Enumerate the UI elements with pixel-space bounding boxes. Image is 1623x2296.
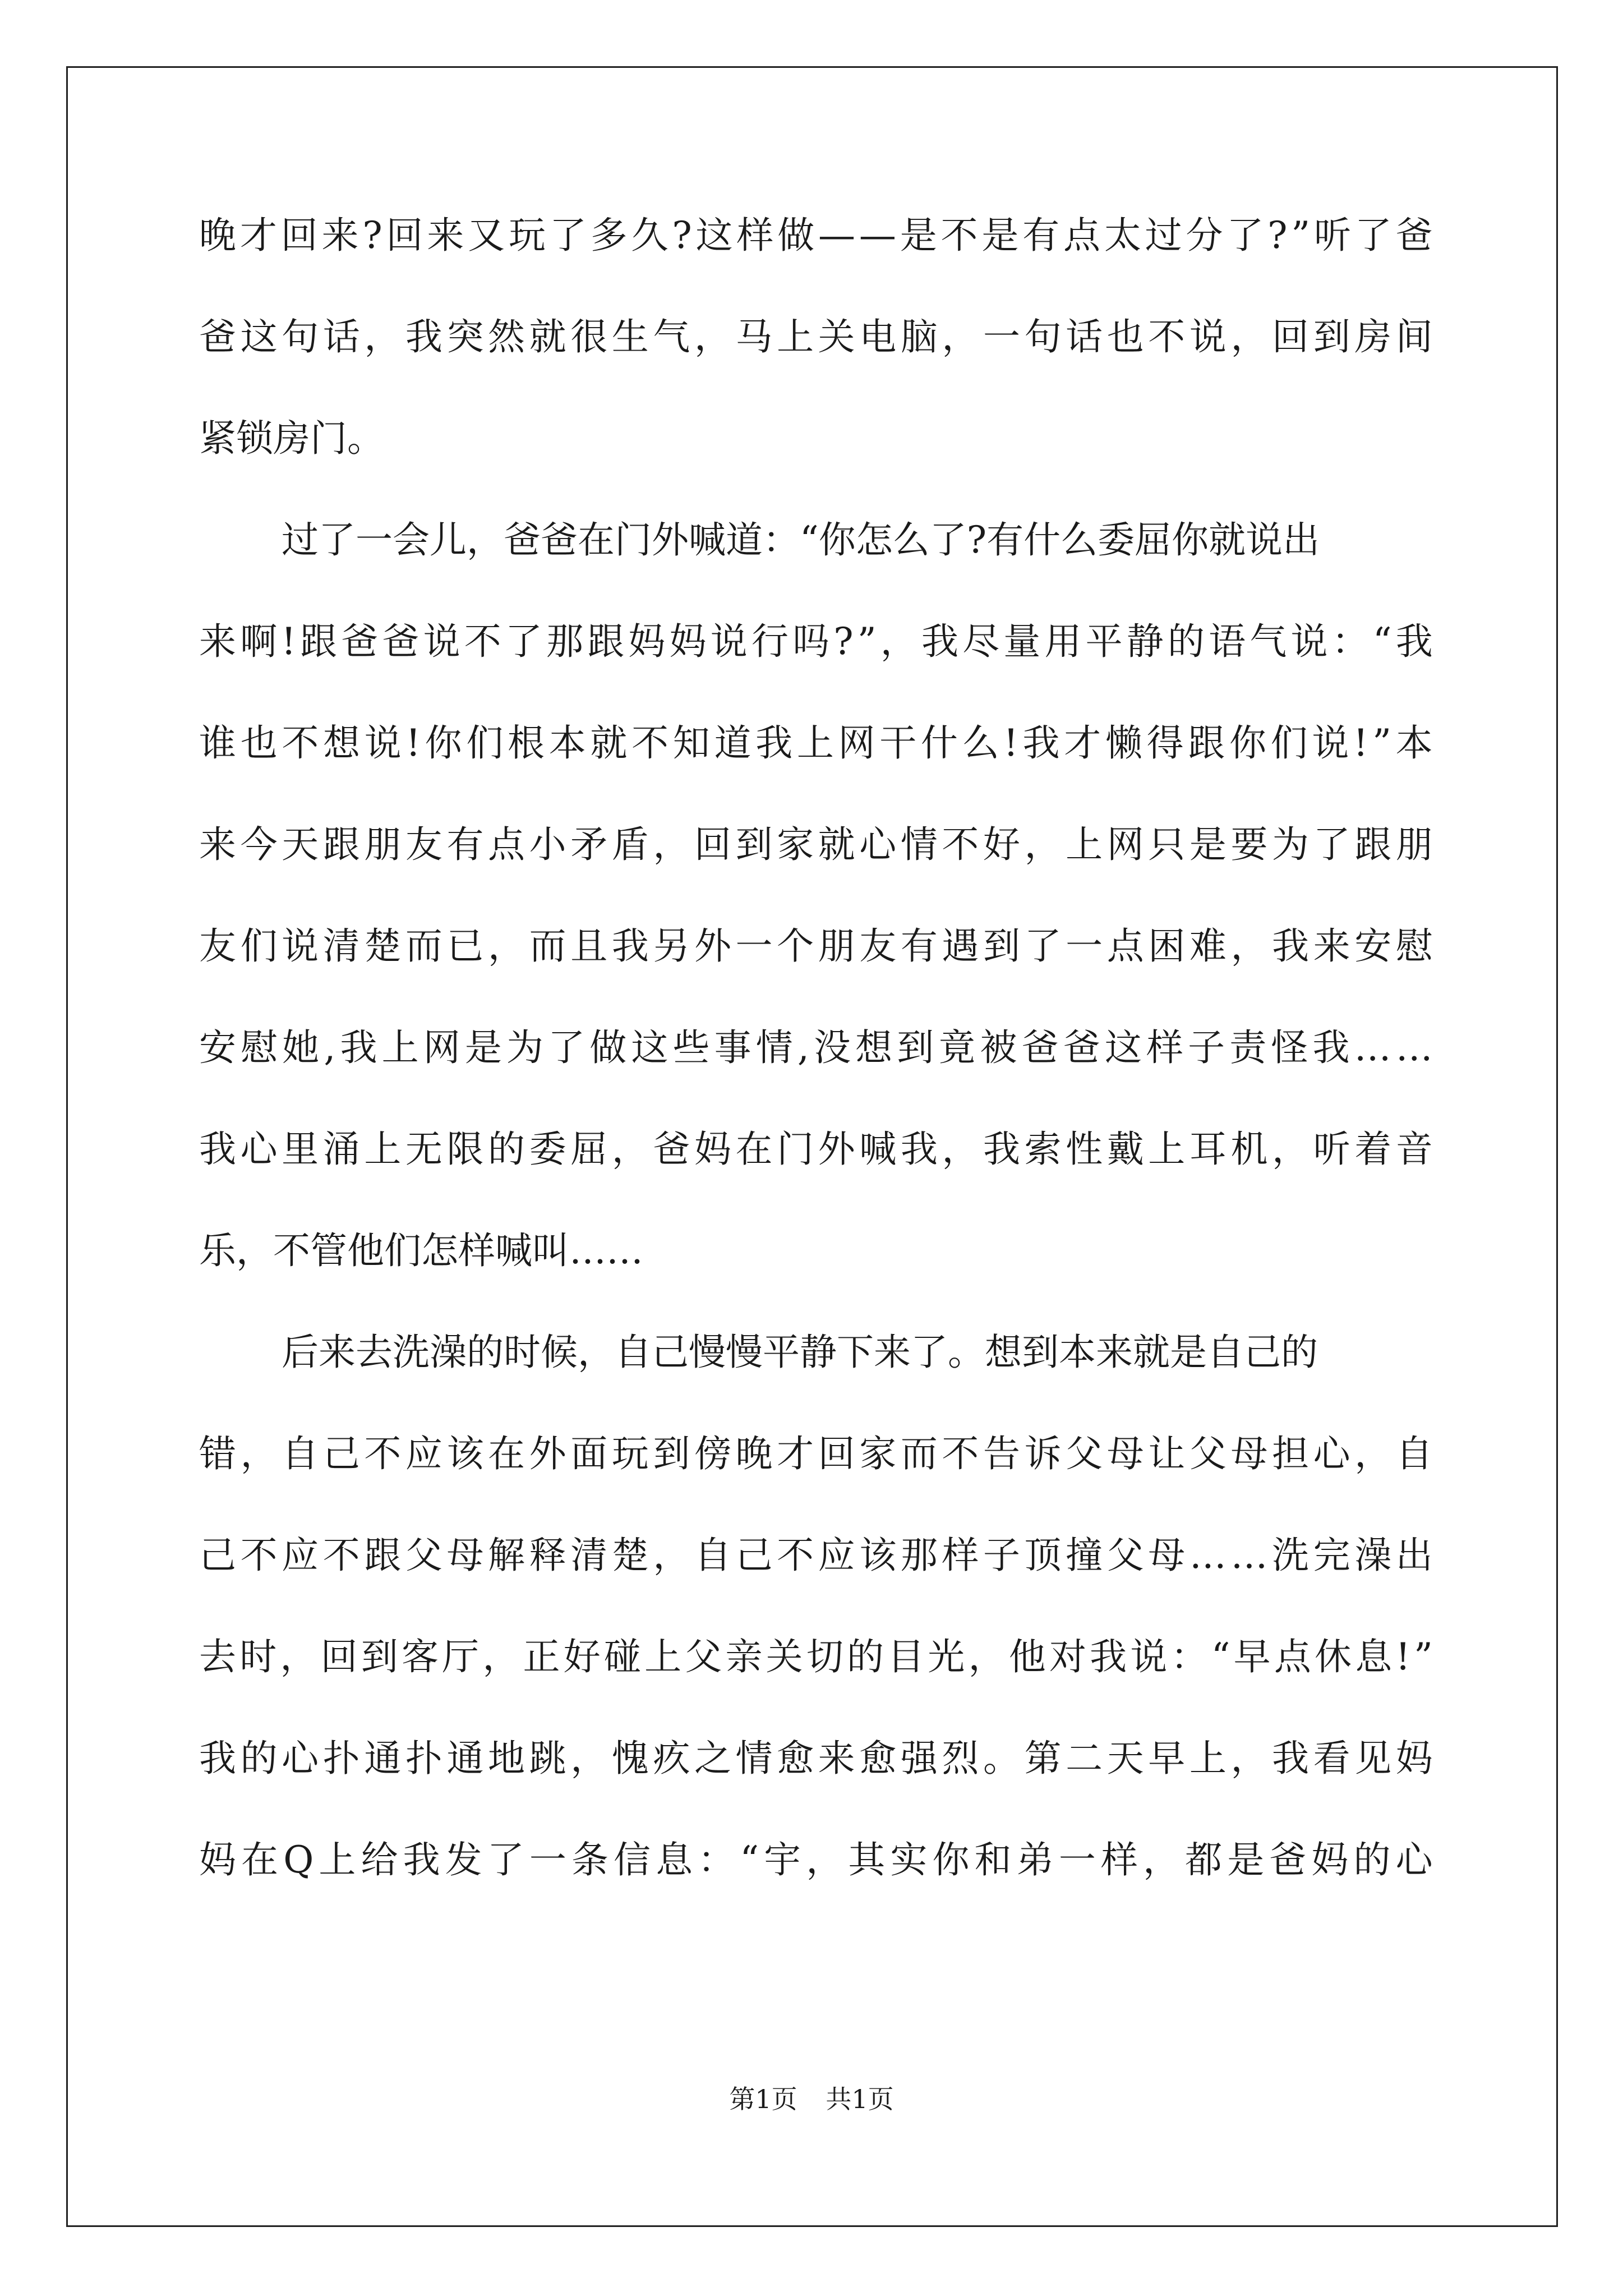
text-line: 来 啊 ! 跟 爸 爸 说 不 了 那 跟 妈 妈 说 行 吗 ? ” ， 我 尽 量 用 平 静 的 语 气 说 ： “ 我	[199, 620, 1433, 663]
text-line: 谁 也 不 想 说 ! 你 们 根 本 就 不 知 道 我 上 网 干 什 么 ! 我 才 懒 得 跟 你 们 说 ! ” 本	[199, 721, 1433, 765]
text-line: 错 ， 自 己 不 应 该 在 外 面 玩 到 傍 晚 才 回 家 而 不 告 诉 父 母 让 父 母 担 心 ， 自	[199, 1432, 1433, 1475]
text-line: 我 的 心 扑 通 扑 通 地 跳 ， 愧 疚 之 情 愈 来 愈 强 烈 。 第 二 天 早 上 ， 我 看 见 妈	[199, 1737, 1433, 1780]
text-line: 爸 这 句 话 ， 我 突 然 就 很 生 气 ， 马 上 关 电 脑 ， 一 句 话 也 不 说 ， 回 到 房 间	[199, 315, 1433, 358]
page-footer	[0, 2082, 1623, 2116]
text-line: 过了一会儿，爸爸在门外喊道：“你怎么了?有什么委屈你就说出	[282, 518, 1320, 562]
text-line: 己 不 应 不 跟 父 母 解 释 清 楚 ， 自 己 不 应 该 那 样 子 顶 撞 父 母 … … 洗 完 澡 出	[199, 1534, 1433, 1577]
text-line: 去 时 ， 回 到 客 厅 ， 正 好 碰 上 父 亲 关 切 的 目 光 ， 他 对 我 说 ： “ 早 点 休 息 ! ”	[199, 1635, 1433, 1678]
document-body	[199, 208, 1433, 1934]
text-line: 紧锁房门。	[199, 417, 384, 460]
text-line: 来 今 天 跟 朋 友 有 点 小 矛 盾 ， 回 到 家 就 心 情 不 好 ， 上 网 只 是 要 为 了 跟 朋	[199, 823, 1433, 866]
text-line: 安 慰 她 , 我 上 网 是 为 了 做 这 些 事 情 , 没 想 到 竟 被 爸 爸 这 样 子 责 怪 我 … …	[199, 1026, 1433, 1069]
page-total: 共1页	[826, 2084, 894, 2114]
page-number: 第1页	[729, 2084, 797, 2114]
text-line: 晚 才 回 来 ? 回 来 又 玩 了 多 久 ? 这 样 做 — — 是 不 是 有 点 太 过 分 了 ? ” 听 了 爸	[199, 214, 1433, 257]
text-line: 友 们 说 清 楚 而 已 ， 而 且 我 另 外 一 个 朋 友 有 遇 到 了 一 点 困 难 ， 我 来 安 慰	[199, 924, 1433, 968]
text-line: 乐，不管他们怎样喊叫……	[199, 1229, 643, 1272]
text-line: 妈 在 Q 上 给 我 发 了 一 条 信 息 ： “ 宇 ， 其 实 你 和 弟 一 样 ， 都 是 爸 妈 的 心	[199, 1838, 1433, 1881]
text-line: 后来去洗澡的时候，自己慢慢平静下来了。想到本来就是自己的	[282, 1331, 1318, 1374]
text-line: 我 心 里 涌 上 无 限 的 委 屈 ， 爸 妈 在 门 外 喊 我 ， 我 索 性 戴 上 耳 机 ， 听 着 音	[199, 1128, 1433, 1171]
